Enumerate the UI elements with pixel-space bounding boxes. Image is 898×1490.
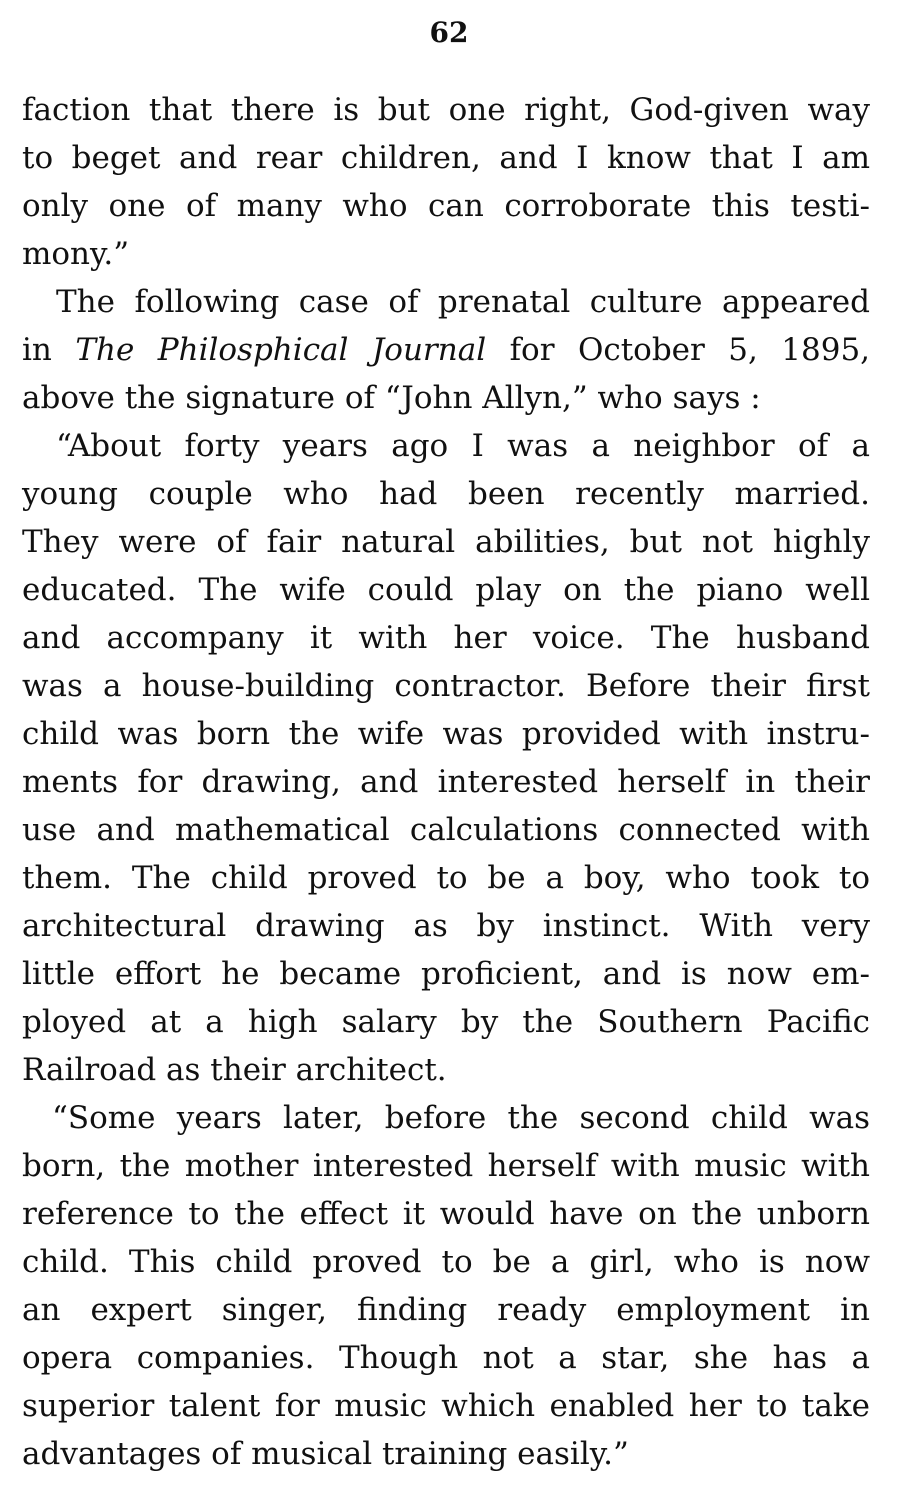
text-line: only one of many who can corroborate this testi- <box>22 188 870 224</box>
text-line: They were of fair natural abilities, but not highly <box>22 524 870 560</box>
text-line: an expert singer, finding ready employment in <box>22 1292 870 1328</box>
text-line: and accompany it with her voice. The husband <box>22 620 870 656</box>
text-line: above the signature of “John Allyn,” who says : <box>22 380 761 416</box>
text-line: use and mathematical calculations connected with <box>22 812 870 848</box>
text-line: young couple who had been recently married. <box>22 476 870 512</box>
text-line: born, the mother interested herself with music with <box>22 1148 870 1184</box>
text-line: architectural drawing as by instinct. With very <box>22 908 870 944</box>
text-fragment: for October 5, 1895, <box>509 332 871 368</box>
text-fragment: in <box>22 332 52 368</box>
text-line: faction that there is but one right, God-given way <box>22 92 870 128</box>
text-line: superior talent for music which enabled her to take <box>22 1388 870 1424</box>
text-line: ments for drawing, and interested herself in their <box>22 764 870 800</box>
text-line: to beget and rear children, and I know that I am <box>22 140 870 176</box>
text-line: educated. The wife could play on the piano well <box>22 572 870 608</box>
text-line: advantages of musical training easily.” <box>22 1436 629 1472</box>
text-line: mony.” <box>22 236 130 272</box>
body-text <box>22 86 870 1478</box>
text-line: child was born the wife was provided with instru- <box>22 716 870 752</box>
text-line: opera companies. Though not a star, she has a <box>22 1340 870 1376</box>
text-line: “Some years later, before the second child was <box>52 1100 870 1136</box>
text-line: Railroad as their architect. <box>22 1052 447 1088</box>
text-line: child. This child proved to be a girl, who is now <box>22 1244 870 1280</box>
text-line: them. The child proved to be a boy, who took to <box>22 860 870 896</box>
text-line <box>22 326 870 374</box>
text-line: ployed at a high salary by the Southern Pacific <box>22 1004 870 1040</box>
text-line: “About forty years ago I was a neighbor of a <box>56 428 870 464</box>
page-number: 62 <box>429 16 469 49</box>
journal-title: The Philosphical Journal <box>75 332 487 368</box>
text-line: little effort he became proficient, and is now em- <box>22 956 870 992</box>
text-line: reference to the effect it would have on the unborn <box>22 1196 870 1232</box>
text-line: was a house-building contractor. Before their first <box>22 668 870 704</box>
text-line: The following case of prenatal culture appeared <box>56 284 870 320</box>
